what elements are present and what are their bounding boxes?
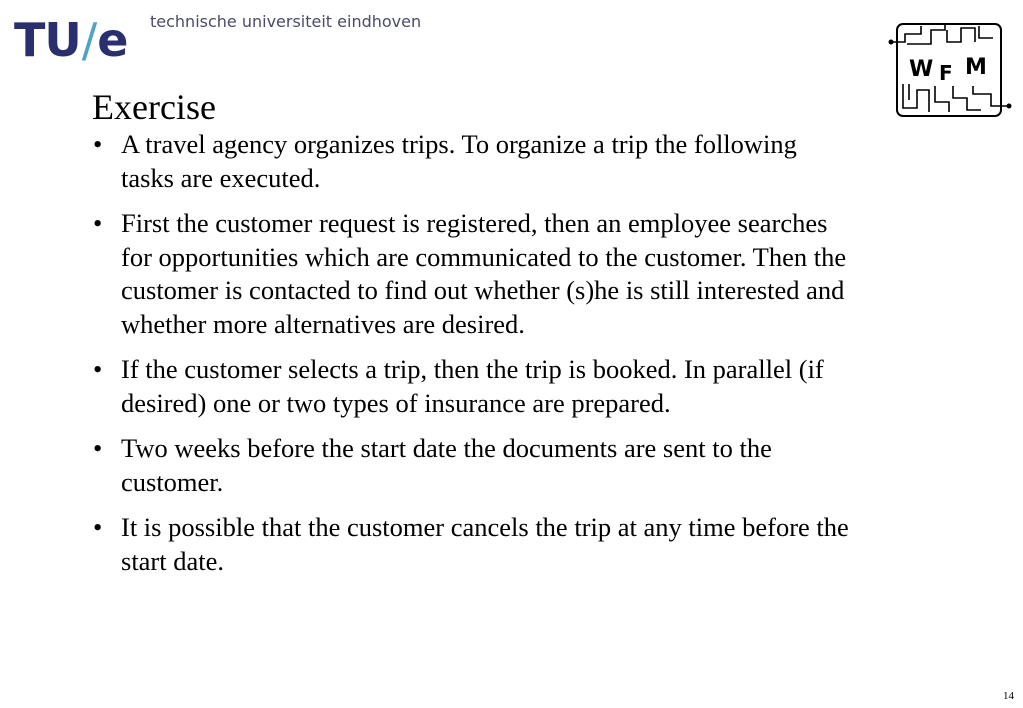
bullet-dot-icon: •	[93, 354, 103, 384]
bullet-item	[92, 432, 852, 499]
bullet-dot-icon: •	[93, 512, 103, 542]
bullet-dot-icon: •	[93, 208, 103, 238]
bullet-text: It is possible that the customer cancels the trip at any time before the start date.	[121, 512, 849, 576]
bullet-text: If the customer selects a trip, then the trip is booked. In parallel (if desired) one or two types of insurance are prepared.	[121, 354, 824, 418]
bullet-item	[92, 353, 852, 420]
bullet-text: Two weeks before the start date the documents are sent to the customer.	[121, 433, 772, 497]
wfm-logo-text-m: M	[965, 55, 987, 80]
bullet-text: First the customer request is registered, then an employee searches for opportunities which are communicated to the customer. Then the customer is contacted to find out whether (s)he is still interested and whether more alternatives are desired.	[121, 208, 847, 339]
bullet-dot-icon: •	[93, 433, 103, 463]
tue-logo-tu: TU	[14, 13, 81, 67]
bullet-text: A travel agency organizes trips. To organize a trip the following tasks are executed.	[121, 129, 797, 193]
bullet-item	[92, 511, 852, 578]
tue-wordmark	[14, 14, 127, 66]
slide-title: Exercise	[92, 87, 216, 127]
tue-logo-e: e	[97, 13, 128, 67]
wfm-logo-text-w: W	[909, 57, 934, 82]
page-number: 14	[1003, 690, 1014, 702]
bullet-item	[92, 207, 852, 341]
tue-logo-slash: /	[81, 13, 97, 67]
bullet-list	[92, 128, 852, 590]
bullet-item	[92, 128, 852, 195]
wfm-logo	[887, 20, 1015, 120]
tue-logo	[14, 14, 127, 72]
university-name: technische universiteit eindhoven	[150, 12, 422, 31]
wfm-logo-text-f: F	[939, 61, 953, 85]
bullet-dot-icon: •	[93, 129, 103, 159]
